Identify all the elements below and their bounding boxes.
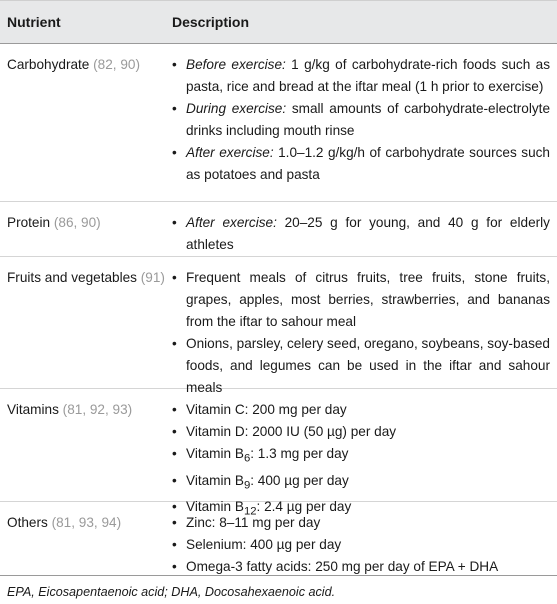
list-item: • Vitamin $B_9$: 400 µg per day [172, 470, 550, 497]
list-item: • After exercise: 1.0–1.2 g/kg/h of carbohydrate sources such as potatoes and pasta [172, 142, 550, 186]
table-row [0, 44, 557, 202]
reference-links[interactable]: (81, 92, 93) [62, 402, 133, 417]
list-item: • After exercise: 20–25 g for young, and 40 g for elderly athletes [172, 212, 550, 256]
table-header [0, 0, 557, 44]
list-item: • Omega-3 fatty acids: 250 mg per day of EPA + DHA [172, 556, 550, 578]
reference-links[interactable]: (86, 90) [53, 215, 101, 230]
list-item: • Vitamin $B_{12}$: 2.4 µg per day [172, 496, 550, 523]
list-item: • Vitamin $B_6$: 1.3 mg per day [172, 443, 550, 470]
list-item: • Vitamin D: 2000 IU (50 µg) per day [172, 421, 550, 443]
description-cell [172, 54, 550, 186]
table-row [0, 389, 557, 519]
list-item: • Selenium: 400 µg per day [172, 534, 550, 556]
header-description: Description [172, 14, 250, 30]
nutrient-cell: Protein (86, 90) [7, 215, 101, 230]
table-row [0, 257, 557, 395]
description-cell [172, 267, 550, 399]
list-item: • During exercise: small amounts of carbohydrate-electrolyte drinks including mouth rinse [172, 98, 550, 142]
list-item: • Vitamin C: 200 mg per day [172, 399, 550, 421]
list-item: • Frequent meals of citrus fruits, tree fruits, stone fruits, grapes, apples, most berries, strawberries, and bananas from the iftar to sahour meal [172, 267, 550, 333]
nutrient-cell: Fruits and vegetables (91) [7, 270, 165, 285]
reference-links[interactable]: (82, 90) [93, 57, 141, 72]
nutrient-cell: Others (81, 93, 94) [7, 515, 122, 530]
list-item: • Before exercise: 1 g/kg of carbohydrate-rich foods such as pasta, rice and bread at the iftar meal (1 h prior to exercise) [172, 54, 550, 98]
table-row [0, 202, 557, 257]
table-bottom-rule [0, 575, 557, 576]
nutrient-cell: Vitamins (81, 92, 93) [7, 402, 133, 417]
table-row [0, 502, 557, 575]
list-item: • Onions, parsley, celery seed, oregano, soybeans, soy-based foods, and legumes can be used in the iftar and sahour meals [172, 333, 550, 399]
list-item: • Zinc: 8–11 mg per day [172, 512, 550, 534]
reference-links[interactable]: (81, 93, 94) [51, 515, 122, 530]
description-cell [172, 212, 550, 256]
reference-links[interactable]: (91) [140, 270, 165, 285]
header-nutrient: Nutrient [7, 14, 61, 30]
description-cell [172, 512, 550, 578]
nutrient-cell: Carbohydrate (82, 90) [7, 57, 141, 72]
table-footnote: EPA, Eicosapentaenoic acid; DHA, Docosahexaenoic acid. [7, 585, 336, 599]
